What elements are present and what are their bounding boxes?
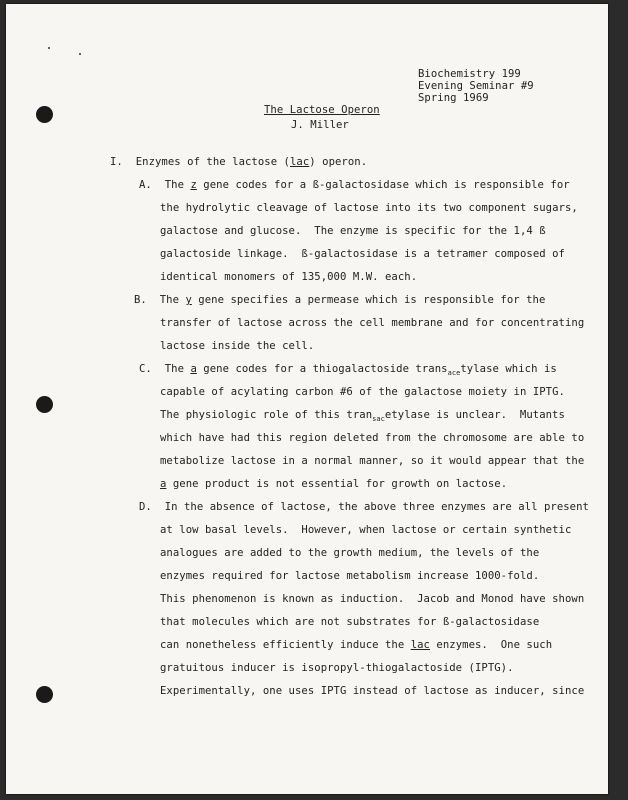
para-B-line-3: lactose inside the cell. bbox=[160, 340, 315, 352]
para-A-line-1: A. The z gene codes for a ß-galactosidase which is responsible for bbox=[139, 179, 570, 191]
binder-hole bbox=[36, 106, 53, 123]
para-D-line-9: Experimentally, one uses IPTG instead of lactose as inducer, since bbox=[160, 685, 585, 697]
speck bbox=[48, 47, 50, 49]
para-A-line-4: galactoside linkage. ß-galactosidase is a tetramer composed of bbox=[160, 248, 565, 260]
para-A-line-3: galactose and glucose. The enzyme is specific for the 1,4 ß bbox=[160, 225, 546, 237]
document-title: The Lactose Operon bbox=[264, 104, 380, 116]
section-label: I. bbox=[110, 156, 123, 168]
course-line: Biochemistry 199 bbox=[418, 68, 521, 80]
para-D-line-5: This phenomenon is known as induction. Jacob and Monod have shown bbox=[160, 593, 585, 605]
para-C-line-5: metabolize lactose in a normal manner, so it would appear that the bbox=[160, 455, 585, 467]
binder-hole bbox=[36, 396, 53, 413]
section-I-heading: I. Enzymes of the lactose (lac) operon. bbox=[110, 156, 368, 168]
para-D-line-1: D. In the absence of lactose, the above three enzymes are all present bbox=[139, 501, 589, 513]
speck bbox=[79, 53, 81, 55]
para-B-line-2: transfer of lactose across the cell membrane and for concentrating bbox=[160, 317, 585, 329]
para-A-line-2: the hydrolytic cleavage of lactose into its two component sugars, bbox=[160, 202, 578, 214]
para-C-line-3: The physiologic role of this tran$_{sac}$etylase is unclear. Mutants bbox=[160, 409, 565, 423]
para-C-line-6: a gene product is not essential for growth on lactose. bbox=[160, 478, 508, 490]
para-B-line-1: B. The y gene specifies a permease which is responsible for the bbox=[134, 294, 546, 306]
para-D-line-4: enzymes required for lactose metabolism increase 1000-fold. bbox=[160, 570, 540, 582]
para-D-line-8: gratuitous inducer is isopropyl-thiogalactoside (IPTG). bbox=[160, 662, 514, 674]
para-C-line-4: which have had this region deleted from the chromosome are able to bbox=[160, 432, 585, 444]
seminar-line: Evening Seminar #9 bbox=[418, 80, 534, 92]
binder-hole bbox=[36, 686, 53, 703]
author: J. Miller bbox=[291, 119, 349, 131]
para-C-line-2: capable of acylating carbon #6 of the galactose moiety in IPTG. bbox=[160, 386, 565, 398]
para-A-line-5: identical monomers of 135,000 M.W. each. bbox=[160, 271, 418, 283]
term-line: Spring 1969 bbox=[418, 92, 489, 104]
para-C-line-1: C. The a gene codes for a thiogalactoside trans$_{ace}$tylase which is bbox=[139, 363, 557, 377]
para-D-line-7: can nonetheless efficiently induce the lac enzymes. One such bbox=[160, 639, 553, 651]
document-page bbox=[6, 4, 608, 794]
para-D-line-2: at low basal levels. However, when lactose or certain synthetic bbox=[160, 524, 572, 536]
para-D-line-6: that molecules which are not substrates for ß-galactosidase bbox=[160, 616, 540, 628]
para-D-line-3: analogues are added to the growth medium, the levels of the bbox=[160, 547, 540, 559]
